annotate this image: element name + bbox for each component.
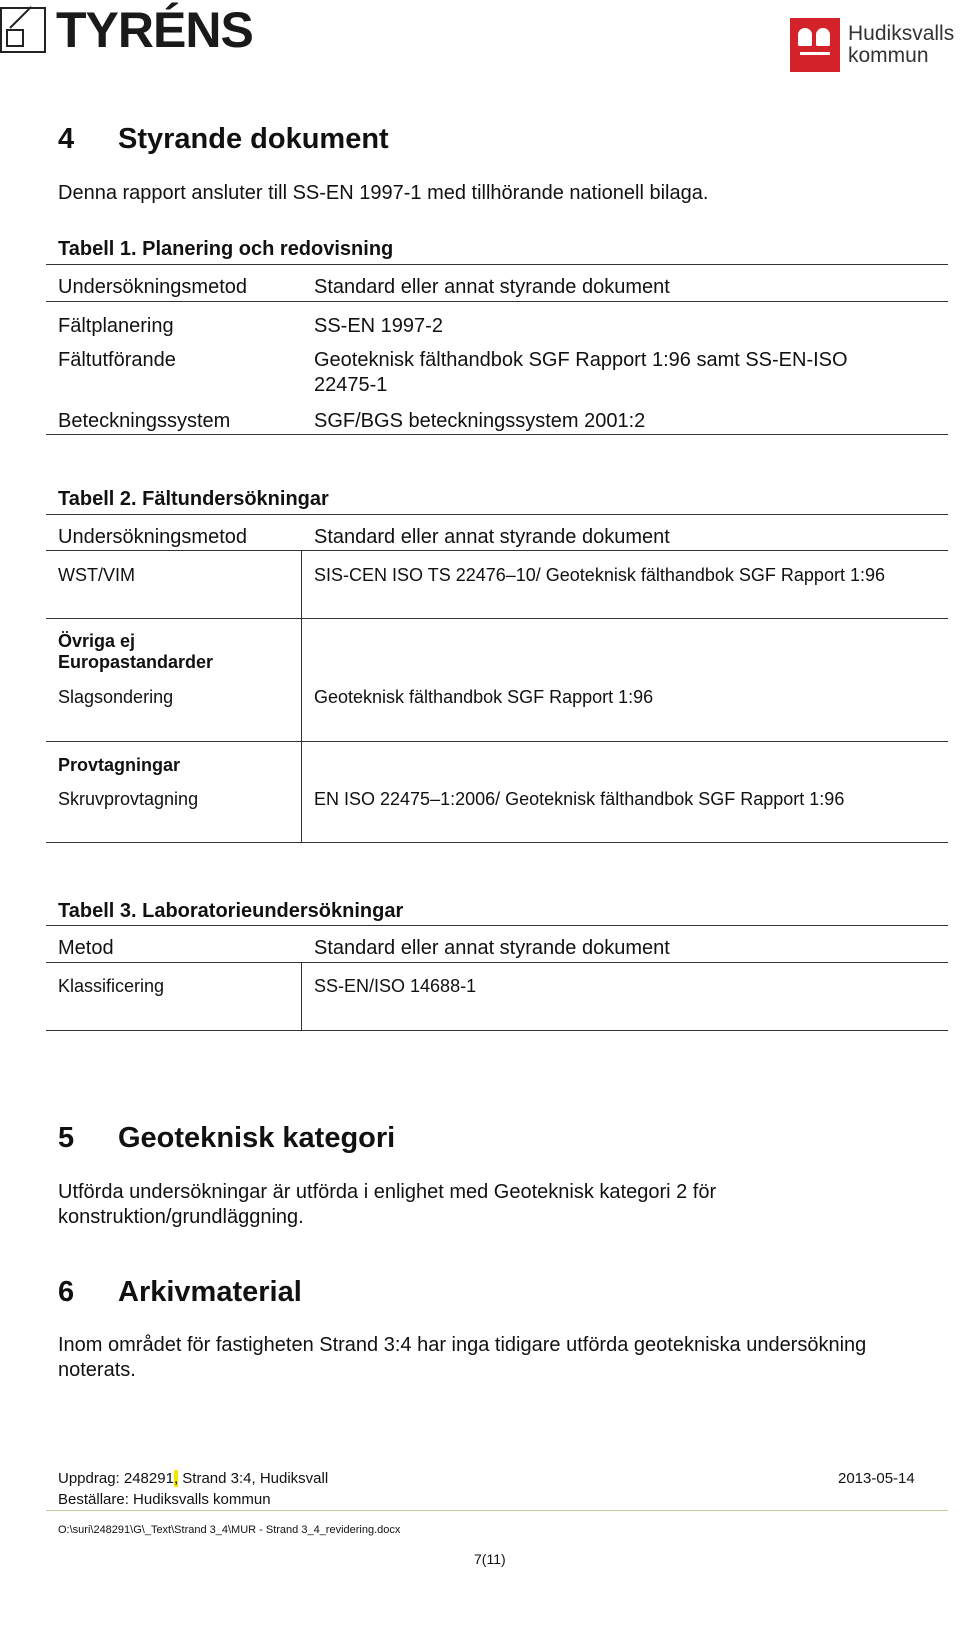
table1-row2-standard: Geoteknisk fälthandbok SGF Rapport 1:96 samt SS-EN-ISO	[314, 349, 848, 371]
table1-header-rule	[46, 301, 948, 302]
table3-caption: Tabell 3. Laboratorieundersökningar	[58, 900, 404, 922]
section4-intro: Denna rapport ansluter till SS-EN 1997-1 med tillhörande nationell bilaga.	[58, 182, 709, 204]
table3-bottom-rule	[46, 1030, 948, 1031]
table3-row1-method: Klassificering	[58, 976, 165, 996]
section6-number: 6	[58, 1276, 75, 1308]
table2-row1-standard: SIS-CEN ISO TS 22476–10/ Geoteknisk fälthandbok SGF Rapport 1:96	[314, 565, 885, 585]
table2-group1-title-b: Europastandarder	[58, 652, 214, 672]
table2-header-rule	[46, 550, 948, 551]
tyrens-logo-text: TYRÉNS	[56, 2, 253, 58]
table1-bottom-rule	[46, 434, 948, 435]
hudiksvall-emblem-icon	[790, 18, 840, 72]
table1-row1-standard: SS-EN 1997-2	[314, 315, 443, 337]
table1-row1-method: Fältplanering	[58, 315, 174, 337]
footer-bestallare: Beställare: Hudiksvalls kommun	[58, 1491, 271, 1508]
section4-number: 4	[58, 123, 75, 155]
table1-header-method: Undersökningsmetod	[58, 276, 247, 298]
hudiksvall-logo-line2: kommun	[848, 44, 929, 67]
table3-top-rule	[46, 925, 948, 926]
tyrens-logo-mark-icon	[0, 7, 46, 53]
section6-heading	[58, 1276, 302, 1309]
table3-column-divider	[301, 962, 302, 1030]
hudiksvall-logo	[790, 18, 954, 72]
table2-bottom-rule	[46, 842, 948, 843]
table2-row3-method: Skruvprovtagning	[58, 789, 199, 809]
table2-row2-method: Slagsondering	[58, 687, 174, 707]
table2-row2-standard: Geoteknisk fälthandbok SGF Rapport 1:96	[314, 687, 654, 707]
table2-caption: Tabell 2. Fältundersökningar	[58, 488, 329, 510]
hudiksvall-logo-line1: Hudiksvalls	[848, 22, 955, 45]
footer-uppdrag	[58, 1470, 328, 1487]
section6-title: Arkivmaterial	[118, 1276, 302, 1308]
table2-row3-standard: EN ISO 22475–1:2006/ Geoteknisk fälthandbok SGF Rapport 1:96	[314, 789, 845, 809]
section5-number: 5	[58, 1122, 75, 1154]
table1-row2-method: Fältutförande	[58, 349, 176, 371]
table3-header-standard: Standard eller annat styrande dokument	[314, 937, 670, 959]
table3-header-method: Metod	[58, 937, 114, 959]
table2-header-standard: Standard eller annat styrande dokument	[314, 526, 670, 548]
footer-date: 2013-05-14	[838, 1470, 915, 1487]
table3-row1-standard: SS-EN/ISO 14688-1	[314, 976, 477, 996]
table1-row2-standard-cont: 22475-1	[314, 374, 388, 396]
section6-text: Inom området för fastigheten Strand 3:4 har inga tidigare utförda geotekniska undersökning noterats.	[58, 1334, 867, 1381]
footer-file-path: O:\suri\248291\G\_Text\Strand 3_4\MUR - Strand 3_4_revidering.docx	[58, 1524, 401, 1536]
table2-row1-method: WST/VIM	[58, 565, 135, 585]
footer-uppdrag-rest: Strand 3:4, Hudiksvall	[178, 1470, 329, 1487]
table2-header-method: Undersökningsmetod	[58, 526, 247, 548]
table1-row3-standard: SGF/BGS beteckningssystem 2001:2	[314, 410, 646, 432]
footer-rule	[46, 1510, 948, 1511]
table1-caption: Tabell 1. Planering och redovisning	[58, 238, 394, 260]
table2-column-divider	[301, 550, 302, 842]
section5-text: Utförda undersökningar är utförda i enlighet med Geoteknisk kategori 2 för konstruktion/grundläggning.	[58, 1181, 717, 1228]
table2-group2-title: Provtagningar	[58, 755, 181, 775]
table1-row3-method: Beteckningssystem	[58, 410, 231, 432]
section4-heading	[58, 123, 389, 156]
table2-row1-rule	[46, 618, 948, 619]
table1-top-rule	[46, 264, 948, 265]
table2-row2-rule	[46, 741, 948, 742]
page-number: 7(11)	[474, 1551, 506, 1567]
table3-header-rule	[46, 962, 948, 963]
footer-uppdrag-prefix: Uppdrag: 248291	[58, 1470, 174, 1487]
table1-header-standard: Standard eller annat styrande dokument	[314, 276, 670, 298]
tyrens-logo	[0, 4, 253, 56]
table2-group1-title-a: Övriga ej	[58, 631, 136, 651]
table2-top-rule	[46, 514, 948, 515]
section5-heading	[58, 1122, 395, 1155]
footer-uppdrag-highlight: ,	[173, 1470, 179, 1487]
section4-title: Styrande dokument	[118, 123, 389, 155]
section5-title: Geoteknisk kategori	[118, 1122, 396, 1154]
